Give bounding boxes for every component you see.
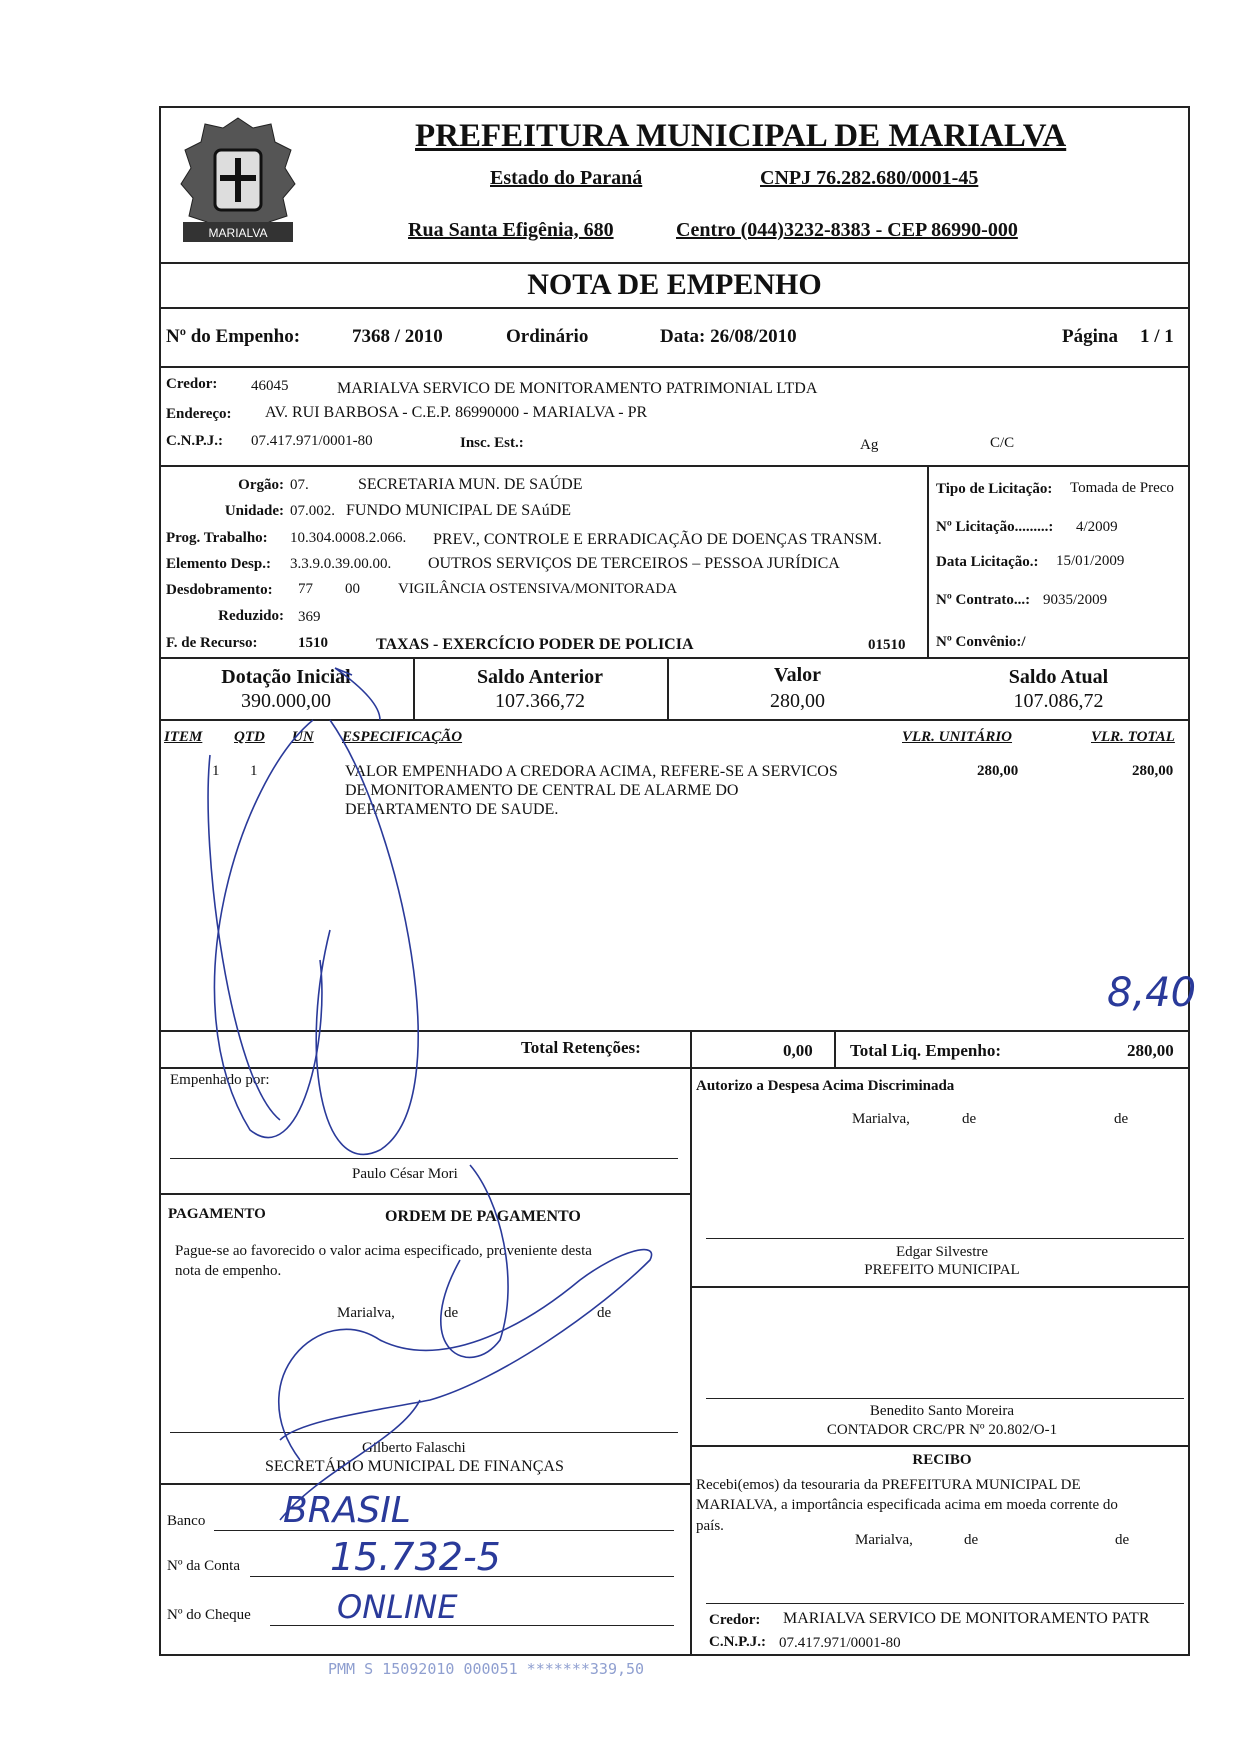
saldo-atual-label: Saldo Atual bbox=[1008, 666, 1109, 688]
ag-label: Ag bbox=[860, 437, 879, 453]
recurso-name: TAXAS - EXERCÍCIO PODER DE POLICIA bbox=[376, 636, 694, 653]
page-number: 1 / 1 bbox=[1140, 326, 1174, 347]
empenhado-label: Empenhado por: bbox=[170, 1072, 270, 1088]
licitacao-date-label: Data Licitação.: bbox=[936, 554, 1039, 570]
conta-label: Nº da Conta bbox=[167, 1558, 240, 1574]
recibo-de-1: de bbox=[964, 1532, 979, 1548]
address-label: Centro (044)3232-8383 - CEP 86990-000 bbox=[676, 219, 1018, 241]
desdobramento-code-1: 77 bbox=[298, 581, 313, 597]
address-field-label: Endereço: bbox=[166, 406, 232, 422]
convenio-label: Nº Convênio:/ bbox=[936, 634, 1026, 650]
prog-name: PREV., CONTROLE E ERRADICAÇÃO DE DOENÇAS TRANSM. bbox=[433, 531, 882, 548]
recurso-code: 1510 bbox=[298, 635, 328, 651]
recibo-de-2: de bbox=[1115, 1532, 1130, 1548]
col-header-item: ITEM bbox=[164, 729, 203, 745]
contrato-label: Nº Contrato...: bbox=[936, 592, 1031, 608]
empenho-date: Data: 26/08/2010 bbox=[660, 326, 797, 347]
desdobramento-label: Desdobramento: bbox=[166, 582, 273, 598]
autorizo-label: Autorizo a Despesa Acima Discriminada bbox=[696, 1078, 955, 1094]
ordem-pagamento-label: ORDEM DE PAGAMENTO bbox=[385, 1208, 581, 1225]
credor-label: Credor: bbox=[166, 376, 218, 392]
contrato-number: 9035/2009 bbox=[1043, 592, 1108, 608]
pagamento-text-2: nota de empenho. bbox=[175, 1263, 282, 1279]
pagamento-place: Marialva, bbox=[337, 1305, 395, 1321]
tipo-licitacao: Tomada de Preco bbox=[1070, 480, 1174, 496]
cheque-handwritten: ONLINE bbox=[337, 1588, 458, 1626]
recibo-label: RECIBO bbox=[912, 1452, 972, 1468]
prefeito-role: PREFEITO MUNICIPAL bbox=[864, 1262, 1020, 1278]
orgao-code: 07. bbox=[290, 477, 309, 493]
handwritten-note: 8,40 bbox=[1107, 970, 1197, 1016]
dotacao-value: 390.000,00 bbox=[241, 690, 331, 712]
licitacao-number: 4/2009 bbox=[1076, 519, 1118, 535]
retencoes-label: Total Retenções: bbox=[521, 1038, 641, 1057]
conta-handwritten: 15.732-5 bbox=[330, 1535, 501, 1579]
cheque-label: Nº do Cheque bbox=[167, 1607, 251, 1623]
empenho-number-label: Nº do Empenho: bbox=[166, 326, 301, 347]
empenho-type: Ordinário bbox=[506, 326, 589, 347]
dotacao-label: Dotação Inicial bbox=[221, 666, 351, 688]
elemento-label: Elemento Desp.: bbox=[166, 556, 271, 572]
licitacao-number-label: Nº Licitação.........: bbox=[936, 519, 1054, 535]
pagamento-text-1: Pague-se ao favorecido o valor acima especificado, proveniente desta bbox=[175, 1243, 592, 1259]
saldo-anterior-value: 107.366,72 bbox=[495, 690, 585, 712]
saldo-atual-value: 107.086,72 bbox=[1013, 690, 1104, 712]
financas-role: SECRETÁRIO MUNICIPAL DE FINANÇAS bbox=[265, 1458, 564, 1475]
saldo-anterior-label: Saldo Anterior bbox=[476, 666, 604, 688]
tipo-licitacao-label: Tipo de Licitação: bbox=[936, 481, 1053, 497]
credor-code: 46045 bbox=[251, 378, 289, 394]
licitacao-date: 15/01/2009 bbox=[1056, 553, 1125, 569]
recibo-credor-label: Credor: bbox=[709, 1612, 761, 1628]
payment-stamp: PMM S 15092010 000051 *******339,50 bbox=[328, 1660, 645, 1678]
orgao-name: SECRETARIA MUN. DE SAÚDE bbox=[358, 476, 583, 493]
col-header-un: UN bbox=[292, 729, 314, 745]
street-label: Rua Santa Efigênia, 680 bbox=[408, 219, 614, 241]
autorizo-place: Marialva, bbox=[852, 1111, 910, 1127]
state-label: Estado do Paraná bbox=[490, 167, 643, 189]
page-label: Página bbox=[1062, 326, 1118, 347]
liquido-label: Total Liq. Empenho: bbox=[850, 1041, 1001, 1060]
row-qtd: 1 bbox=[250, 763, 258, 779]
prog-code: 10.304.0008.2.066. bbox=[290, 530, 407, 546]
credor-name: MARIALVA SERVICO DE MONITORAMENTO PATRIMONIAL LTDA bbox=[337, 380, 818, 397]
unidade-label: Unidade: bbox=[224, 503, 284, 519]
banco-label: Banco bbox=[167, 1513, 206, 1529]
recibo-place: Marialva, bbox=[855, 1532, 913, 1548]
liquido-value: 280,00 bbox=[1127, 1041, 1174, 1060]
city-hall-title: PREFEITURA MUNICIPAL DE MARIALVA bbox=[415, 118, 1067, 154]
document-title: NOTA DE EMPENHO bbox=[527, 268, 822, 301]
contador-signer: Benedito Santo Moreira bbox=[869, 1403, 1015, 1419]
prog-label: Prog. Trabalho: bbox=[166, 530, 268, 546]
recibo-text-1: Recebi(emos) da tesouraria da PREFEITURA MUNICIPAL DE bbox=[696, 1477, 1081, 1493]
autorizo-de-2: de bbox=[1114, 1111, 1129, 1127]
valor-value: 280,00 bbox=[770, 690, 825, 712]
recurso-label: F. de Recurso: bbox=[166, 635, 258, 651]
col-header-total-value: VLR. TOTAL bbox=[1091, 729, 1175, 745]
recibo-text-3: país. bbox=[696, 1518, 724, 1534]
credor-cnpj-label: C.N.P.J.: bbox=[166, 433, 223, 449]
credor-cnpj: 07.417.971/0001-80 bbox=[251, 433, 373, 449]
cnpj-label: CNPJ 76.282.680/0001-45 bbox=[760, 167, 979, 189]
cc-label: C/C bbox=[990, 435, 1015, 451]
contador-role: CONTADOR CRC/PR Nº 20.802/O-1 bbox=[826, 1422, 1058, 1438]
row-unit-value: 280,00 bbox=[977, 763, 1019, 779]
retencoes-value: 0,00 bbox=[783, 1041, 813, 1060]
reduzido-value: 369 bbox=[298, 609, 321, 625]
orgao-label: Orgão: bbox=[238, 477, 284, 493]
recibo-cnpj: 07.417.971/0001-80 bbox=[779, 1635, 901, 1651]
row-item: 1 bbox=[212, 763, 220, 779]
insc-est-label: Insc. Est.: bbox=[460, 435, 524, 451]
credor-address: AV. RUI BARBOSA - C.E.P. 86990000 - MARIALVA - PR bbox=[265, 404, 648, 421]
row-spec-line-1: VALOR EMPENHADO A CREDORA ACIMA, REFERE-SE A SERVICOS bbox=[345, 763, 838, 780]
autorizo-de-1: de bbox=[962, 1111, 977, 1127]
banco-handwritten: BRASIL bbox=[283, 1490, 411, 1531]
prefeito-signer: Edgar Silvestre bbox=[895, 1244, 989, 1260]
financas-signer: Gilberto Falaschi bbox=[362, 1440, 466, 1456]
valor-label: Valor bbox=[773, 664, 822, 686]
row-spec-line-2: DE MONITORAMENTO DE CENTRAL DE ALARME DO bbox=[345, 782, 739, 799]
recibo-text-2: MARIALVA, a importância especificada acima em moeda corrente do bbox=[696, 1497, 1118, 1513]
unidade-name: FUNDO MUNICIPAL DE SAúDE bbox=[346, 502, 572, 519]
pagamento-label: PAGAMENTO bbox=[168, 1206, 266, 1222]
desdobramento-name: VIGILÂNCIA OSTENSIVA/MONITORADA bbox=[398, 581, 678, 597]
recurso-code-2: 01510 bbox=[868, 637, 906, 653]
pagamento-de-1: de bbox=[444, 1305, 459, 1321]
elemento-code: 3.3.9.0.39.00.00. bbox=[290, 556, 392, 572]
col-header-qtd: QTD bbox=[234, 729, 265, 745]
svg-text:MARIALVA: MARIALVA bbox=[208, 226, 268, 240]
empenho-number: 7368 / 2010 bbox=[352, 326, 443, 347]
recibo-credor: MARIALVA SERVICO DE MONITORAMENTO PATR bbox=[783, 1610, 1150, 1627]
row-total-value: 280,00 bbox=[1132, 763, 1174, 779]
col-header-unit-value: VLR. UNITÁRIO bbox=[902, 729, 1013, 745]
elemento-name: OUTROS SERVIÇOS DE TERCEIROS – PESSOA JURÍDICA bbox=[428, 555, 840, 572]
pagamento-de-2: de bbox=[597, 1305, 612, 1321]
unidade-code: 07.002. bbox=[290, 503, 335, 519]
recibo-cnpj-label: C.N.P.J.: bbox=[709, 1634, 766, 1650]
row-spec-line-3: DEPARTAMENTO DE SAUDE. bbox=[345, 801, 559, 818]
reduzido-label: Reduzido: bbox=[218, 608, 284, 624]
desdobramento-code-2: 00 bbox=[345, 581, 360, 597]
empenhado-signer: Paulo César Mori bbox=[352, 1166, 458, 1182]
col-header-spec: ESPECIFICAÇÃO bbox=[342, 729, 463, 745]
